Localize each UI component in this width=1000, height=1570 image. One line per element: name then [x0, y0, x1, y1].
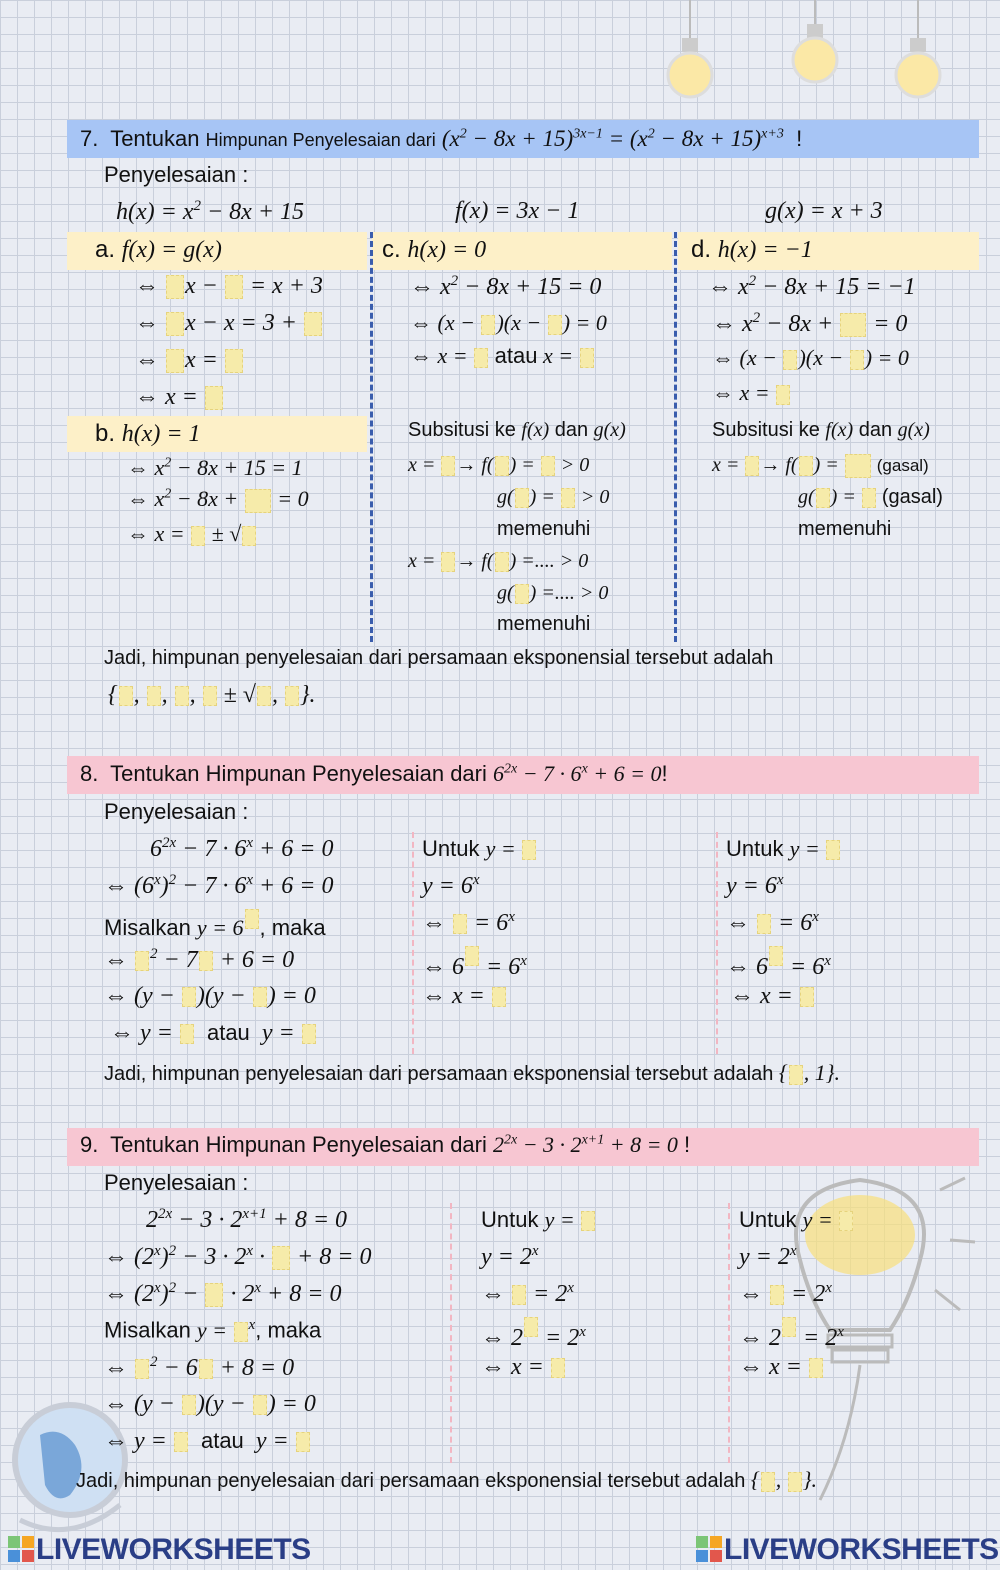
q9-mid-line-4: ⇔ $2 = 2^x$	[481, 1317, 586, 1352]
answer-blank[interactable]	[175, 686, 189, 706]
q7-penyelesaian-label: Penyelesaian :	[104, 162, 249, 187]
q8-right-line-4: ⇔ $6 = 6^x$	[726, 946, 831, 981]
answer-blank[interactable]	[242, 526, 256, 546]
q7-c-memenuhi-1: memenuhi	[497, 518, 591, 540]
answer-blank[interactable]	[191, 526, 205, 546]
q8-left-line-5: ⇔ (y − )(y − ) = 0	[104, 983, 316, 1009]
answer-blank[interactable]	[782, 1317, 796, 1337]
answer-blank[interactable]	[580, 348, 594, 368]
answer-blank[interactable]	[245, 489, 271, 513]
q7-c-memenuhi-2: memenuhi	[497, 613, 591, 635]
liveworksheets-logo-icon	[696, 1536, 722, 1562]
answer-blank[interactable]	[840, 313, 866, 337]
answer-blank[interactable]	[253, 987, 267, 1007]
answer-blank[interactable]	[199, 1359, 213, 1379]
answer-blank[interactable]	[225, 349, 243, 373]
q7-d-line-4: ⇔ x =	[712, 380, 791, 406]
answer-blank[interactable]	[285, 686, 299, 706]
liveworksheets-logo-right: LIVEWORKSHEETS	[696, 1533, 999, 1567]
answer-blank[interactable]	[776, 385, 790, 405]
answer-blank[interactable]	[769, 946, 783, 966]
q8-mid-line-3: ⇔ = $6^x$	[422, 909, 515, 936]
q9-right-line-4: ⇔ $2 = 2^x$	[739, 1317, 844, 1352]
q7-d-line-2: ⇔ $x^2 - 8x$ + = 0	[712, 310, 908, 337]
q7-c-check-4: g( ) =.... > 0	[497, 582, 609, 604]
q7-c-header: c. h(x) = 0	[382, 236, 487, 263]
q9-right-line-5: ⇔ x =	[739, 1354, 824, 1381]
answer-blank[interactable]	[257, 686, 271, 706]
q7-title: 7. Tentukan Himpunan Penyelesaian dari $(x^2 - 8x + 15)^{3x-1} = (x^2 - 8x + 15)^{x+3}$ !	[80, 126, 803, 151]
q8-left-line-1: $6^{2x} - 7 \cdot 6^x + 6 = 0$	[150, 835, 334, 862]
column-divider	[370, 232, 373, 642]
answer-blank[interactable]	[541, 456, 555, 476]
answer-blank[interactable]	[296, 1432, 310, 1452]
q8-conclusion: Jadi, himpunan penyelesaian dari persamaan eksponensial tersebut adalah { , 1}.	[104, 1060, 841, 1085]
q9-mid-line-3: ⇔ = $2^x$	[481, 1280, 574, 1307]
q7-a-line-2: ⇔ x − x = 3 +	[135, 310, 323, 337]
answer-blank[interactable]	[119, 686, 133, 706]
q9-left-line-5: ⇔ $^2$ − 6 + 8 = 0	[104, 1354, 295, 1381]
answer-blank[interactable]	[515, 584, 529, 604]
answer-blank[interactable]	[234, 1322, 248, 1342]
q7-d-header: d. h(x) = −1	[691, 236, 813, 263]
answer-blank[interactable]	[512, 1285, 526, 1305]
q7-b-line-3: ⇔ x = ± √	[127, 521, 257, 547]
answer-blank[interactable]	[839, 1211, 853, 1231]
answer-blank[interactable]	[522, 840, 536, 860]
answer-blank[interactable]	[826, 840, 840, 860]
q8-mid-line-4: ⇔ $6 = 6^x$	[422, 946, 527, 981]
answer-blank[interactable]	[465, 946, 479, 966]
answer-blank[interactable]	[799, 456, 813, 476]
q7-conclusion: Jadi, himpunan penyelesaian dari persamaan eksponensial tersebut adalah	[104, 647, 774, 669]
answer-blank[interactable]	[783, 350, 797, 370]
q8-left-line-2: ⇔ $(6^x)^2 - 7 \cdot 6^x + 6 = 0$	[104, 872, 334, 899]
answer-blank[interactable]	[441, 552, 455, 572]
q8-left-line-4: ⇔ $^2$ − 7 + 6 = 0	[104, 946, 295, 973]
answer-blank[interactable]	[770, 1285, 784, 1305]
answer-blank[interactable]	[166, 349, 184, 373]
column-divider	[716, 832, 718, 1054]
q8-right-line-2: $y = 6^x$	[726, 872, 784, 899]
q9-mid-line-1: Untuk y =	[481, 1207, 596, 1233]
answer-blank[interactable]	[182, 987, 196, 1007]
answer-blank[interactable]	[180, 1024, 194, 1044]
q9-left-line-7: ⇔ y = atau y =	[104, 1428, 311, 1455]
q9-left-line-4: Misalkan y = $^x$, maka	[104, 1317, 322, 1343]
q8-left-line-6: ⇔ y = atau y =	[110, 1020, 317, 1047]
q7-c-check-2: g( ) = > 0	[497, 486, 610, 508]
q7-c-line-1: ⇔ $x^2 - 8x + 15 = 0$	[410, 273, 602, 300]
light-bulb-icon	[785, 0, 845, 90]
q9-title: 9. Tentukan Himpunan Penyelesaian dari $2^{2x} - 3 \cdot 2^{x+1} + 8 = 0$ !	[80, 1132, 691, 1157]
light-bulb-icon	[888, 0, 948, 110]
answer-blank[interactable]	[474, 348, 488, 368]
q8-right-line-3: ⇔ = $6^x$	[726, 909, 819, 936]
q8-mid-line-1: Untuk y =	[422, 836, 537, 862]
answer-blank[interactable]	[816, 488, 830, 508]
answer-blank[interactable]	[453, 914, 467, 934]
q7-d-line-1: ⇔ $x^2 - 8x + 15 = -1$	[708, 273, 916, 300]
answer-blank[interactable]	[272, 1246, 290, 1270]
q8-penyelesaian-label: Penyelesaian :	[104, 799, 249, 824]
q7-c-check-3: x = → f( ) =.... > 0	[408, 550, 589, 572]
q7-c-line-3: ⇔ x = atau x =	[410, 343, 595, 369]
q7-b-header: b. h(x) = 1	[95, 420, 201, 447]
light-bulb-icon	[660, 0, 720, 110]
answer-blank[interactable]	[205, 386, 223, 410]
answer-blank[interactable]	[199, 951, 213, 971]
q9-right-line-3: ⇔ = $2^x$	[739, 1280, 832, 1307]
answer-blank[interactable]	[548, 315, 562, 335]
answer-blank[interactable]	[182, 1395, 196, 1415]
q9-left-line-3: ⇔ $(2^x)^2$ − · $2^x + 8 = 0$	[104, 1280, 342, 1307]
q9-mid-line-2: $y = 2^x$	[481, 1243, 539, 1270]
answer-blank[interactable]	[302, 1024, 316, 1044]
q7-c-substitution-label: Subsitusi ke f(x) dan g(x)	[408, 419, 626, 441]
q7-d-line-3: ⇔ (x − )(x − ) = 0	[712, 345, 909, 370]
q7-answer-set: { , , , ± √ , }.	[108, 682, 316, 708]
answer-blank[interactable]	[800, 987, 814, 1007]
column-divider	[728, 1203, 730, 1463]
q8-title: 8. Tentukan Himpunan Penyelesaian dari $6^{2x} - 7 \cdot 6^x + 6 = 0$!	[80, 761, 668, 786]
q7-c-line-2: ⇔ (x − )(x − ) = 0	[410, 310, 607, 335]
q7-g-definition: g(x) = x + 3	[765, 198, 883, 224]
answer-blank[interactable]	[495, 552, 509, 572]
column-divider	[412, 832, 414, 1054]
answer-blank[interactable]	[551, 1358, 565, 1378]
q7-d-memenuhi: memenuhi	[798, 518, 892, 540]
q7-b-line-1: ⇔ $x^2 - 8x + 15 = 1$	[127, 455, 303, 480]
q7-d-check-1: x = → f( ) = (gasal)	[712, 454, 929, 478]
q9-left-line-2: ⇔ $(2^x)^2 - 3 \cdot 2^x$ · + 8 = 0	[104, 1243, 372, 1270]
q7-c-check-1: x = → f( ) = > 0	[408, 454, 590, 476]
answer-blank[interactable]	[441, 456, 455, 476]
answer-blank[interactable]	[845, 454, 871, 478]
q8-mid-line-5: ⇔ x =	[422, 983, 507, 1010]
liveworksheets-logo-left: LIVEWORKSHEETS	[8, 1533, 311, 1567]
answer-blank[interactable]	[205, 1283, 223, 1307]
answer-blank[interactable]	[166, 312, 184, 336]
answer-blank[interactable]	[304, 312, 322, 336]
column-divider	[674, 232, 677, 642]
q9-right-line-1: Untuk y =	[739, 1207, 854, 1233]
answer-blank[interactable]	[492, 987, 506, 1007]
q9-left-line-6: ⇔ (y − )(y − ) = 0	[104, 1391, 316, 1417]
answer-blank[interactable]	[203, 686, 217, 706]
answer-blank[interactable]	[789, 1065, 803, 1085]
answer-blank[interactable]	[757, 914, 771, 934]
answer-blank[interactable]	[524, 1317, 538, 1337]
answer-blank[interactable]	[174, 1432, 188, 1452]
liveworksheets-logo-icon	[8, 1536, 34, 1562]
answer-blank[interactable]	[862, 488, 876, 508]
q9-right-line-2: $y = 2^x$	[739, 1243, 797, 1270]
q9-penyelesaian-label: Penyelesaian :	[104, 1170, 249, 1195]
q9-conclusion: Jadi, himpunan penyelesaian dari persamaan eksponensial tersebut adalah { , }.	[76, 1467, 818, 1492]
answer-blank[interactable]	[245, 909, 259, 929]
answer-blank[interactable]	[495, 456, 509, 476]
q7-a-line-3: ⇔ x =	[135, 347, 244, 374]
answer-blank[interactable]	[253, 1395, 267, 1415]
q8-right-line-5: ⇔ x =	[730, 983, 815, 1010]
answer-blank[interactable]	[515, 488, 529, 508]
answer-blank[interactable]	[850, 350, 864, 370]
q8-left-line-3: Misalkan y = 6 , maka	[104, 909, 326, 941]
answer-blank[interactable]	[166, 275, 184, 299]
q9-left-line-1: $2^{2x} - 3 \cdot 2^{x+1} + 8 = 0$	[146, 1206, 348, 1233]
q7-b-line-2: ⇔ $x^2 - 8x$ + = 0	[127, 486, 309, 511]
answer-blank[interactable]	[481, 315, 495, 335]
q7-d-substitution-label: Subsitusi ke f(x) dan g(x)	[712, 419, 930, 441]
q7-a-line-4: ⇔ x =	[135, 384, 224, 411]
q7-f-definition: f(x) = 3x − 1	[455, 198, 580, 224]
answer-blank[interactable]	[745, 456, 759, 476]
answer-blank[interactable]	[561, 488, 575, 508]
q7-a-line-1: ⇔ x − = x + 3	[135, 273, 323, 299]
q7-h-definition: $h(x) = x^2 - 8x + 15$	[116, 198, 305, 225]
answer-blank[interactable]	[788, 1472, 802, 1492]
column-divider	[450, 1203, 452, 1463]
answer-blank[interactable]	[225, 275, 243, 299]
q7-a-header: a. f(x) = g(x)	[95, 236, 222, 263]
answer-blank[interactable]	[147, 686, 161, 706]
q9-mid-line-5: ⇔ x =	[481, 1354, 566, 1381]
q8-right-line-1: Untuk y =	[726, 836, 841, 862]
answer-blank[interactable]	[135, 1359, 149, 1379]
answer-blank[interactable]	[809, 1358, 823, 1378]
answer-blank[interactable]	[581, 1211, 595, 1231]
q7-d-check-2: g( ) = (gasal)	[798, 486, 943, 508]
q8-mid-line-2: $y = 6^x$	[422, 872, 480, 899]
answer-blank[interactable]	[135, 951, 149, 971]
answer-blank[interactable]	[761, 1472, 775, 1492]
